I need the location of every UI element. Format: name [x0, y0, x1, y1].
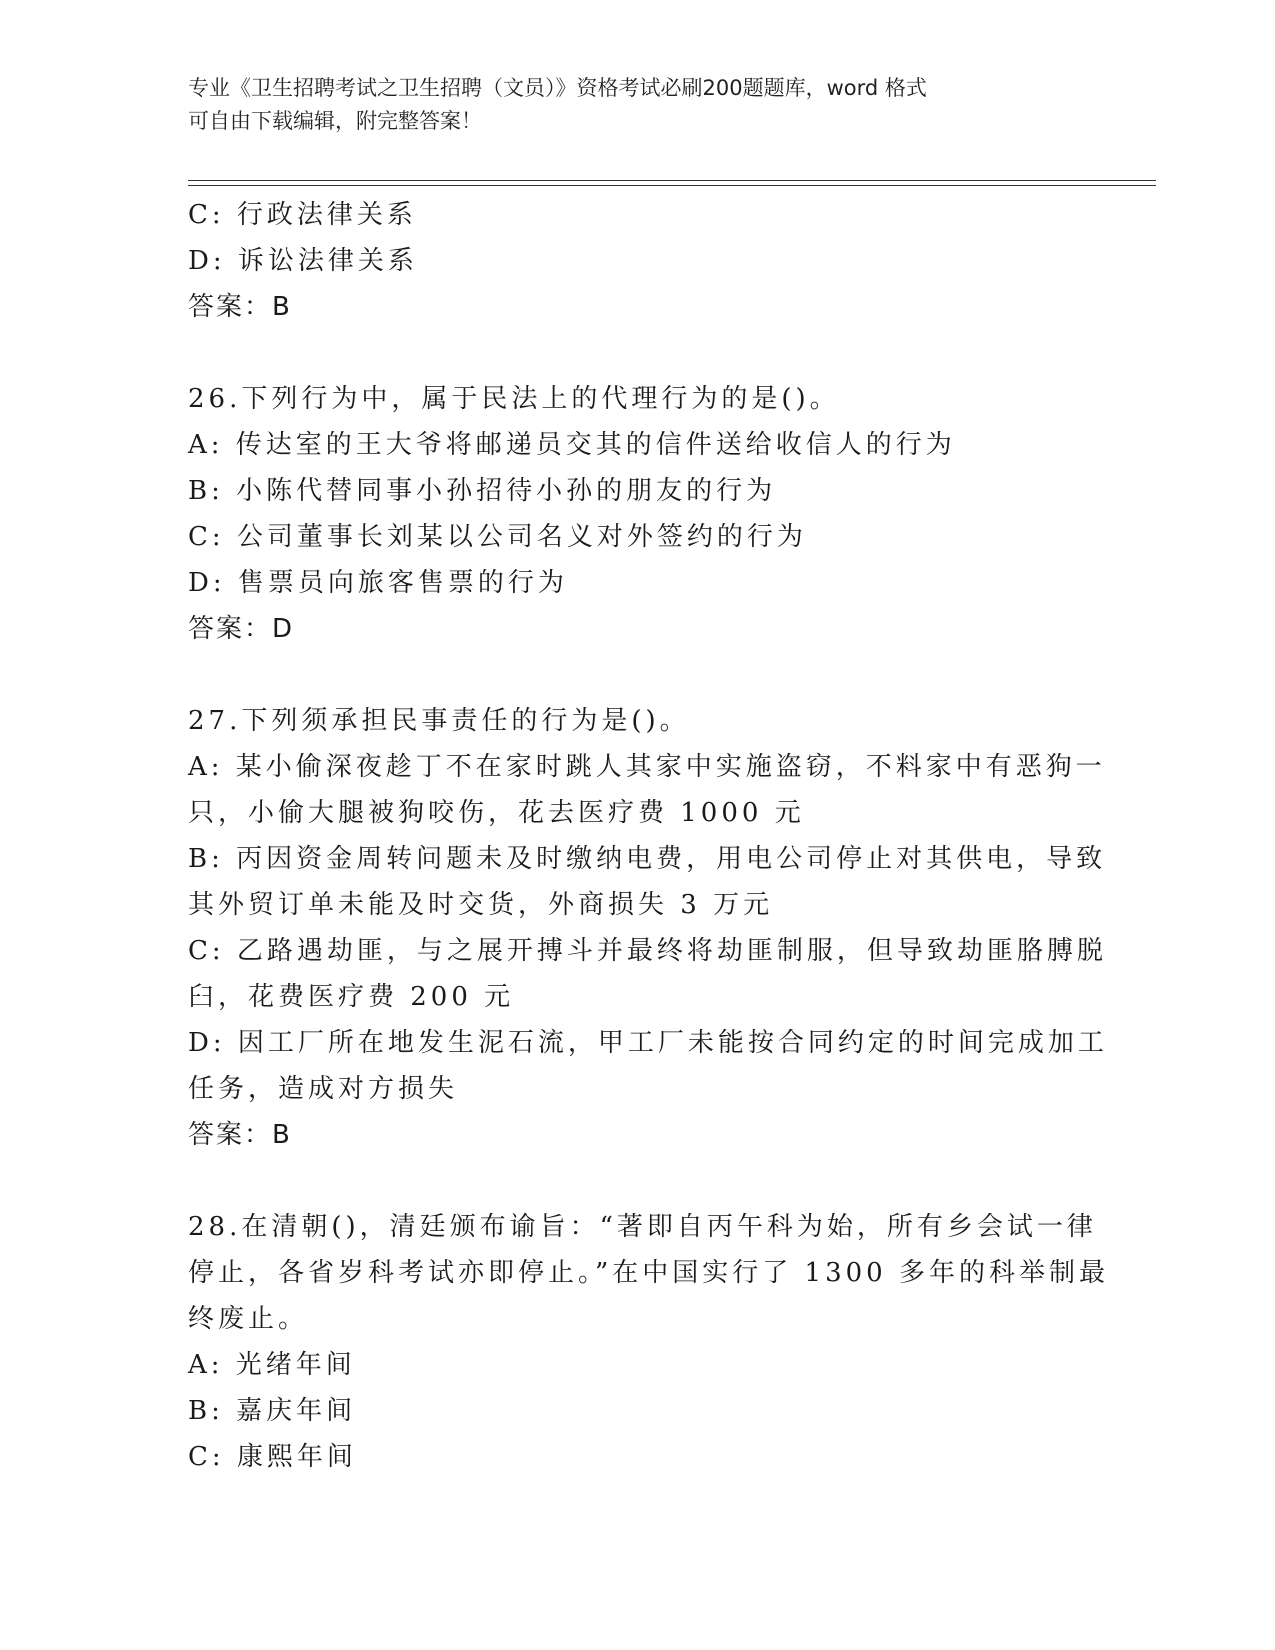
option-line: D: 因工厂所在地发生泥石流，甲工厂未能按合同约定的时间完成加工 — [188, 1028, 1108, 1058]
block-spacer — [188, 330, 1088, 376]
question-block — [188, 192, 1088, 330]
option-line: B: 嘉庆年间 — [188, 1396, 357, 1426]
option-line: 任务，造成对方损失 — [188, 1074, 459, 1104]
answer-line: 答案：B — [188, 292, 292, 322]
option-line: C: 行政法律关系 — [188, 200, 417, 230]
question-block — [188, 698, 1108, 1158]
option-line: D: 售票员向旅客售票的行为 — [188, 568, 568, 598]
block-spacer — [188, 652, 1088, 698]
option-line: C: 乙路遇劫匪，与之展开搏斗并最终将劫匪制服，但导致劫匪胳膊脱 — [188, 936, 1107, 966]
question-stem: 停止，各省岁科考试亦即停止。”在中国实行了 1300 多年的科举制最 — [188, 1258, 1109, 1288]
question-stem: 26.下列行为中，属于民法上的代理行为的是()。 — [188, 384, 840, 414]
document-body — [188, 192, 1109, 1480]
option-line: 其外贸订单未能及时交货，外商损失 3 万元 — [188, 890, 774, 920]
option-line: D: 诉讼法律关系 — [188, 246, 418, 276]
block-spacer — [188, 1158, 1088, 1204]
option-line: B: 小陈代替同事小孙招待小孙的朋友的行为 — [188, 476, 777, 506]
question-block — [188, 376, 1088, 652]
option-line: B: 丙因资金周转问题未及时缴纳电费，用电公司停止对其供电，导致 — [188, 844, 1107, 874]
option-line: 臼，花费医疗费 200 元 — [188, 982, 515, 1012]
option-line: A: 传达室的王大爷将邮递员交其的信件送给收信人的行为 — [188, 430, 956, 460]
question-stem: 28.在清朝()，清廷颁布谕旨：“著即自丙午科为始，所有乡会试一律 — [188, 1212, 1097, 1242]
header-divider-thin — [188, 180, 1156, 181]
option-line: A: 光绪年间 — [188, 1350, 356, 1380]
option-line: A: 某小偷深夜趁丁不在家时跳人其家中实施盗窃，不料家中有恶狗一 — [188, 752, 1106, 782]
header-divider-thick — [188, 185, 1156, 186]
option-line: 只，小偷大腿被狗咬伤，花去医疗费 1000 元 — [188, 798, 805, 828]
question-block — [188, 1204, 1109, 1480]
header-line-1: 专业《卫生招聘考试之卫生招聘（文员）》资格考试必刷200题题库，word 格式 — [188, 76, 927, 100]
question-stem: 终废止。 — [188, 1304, 309, 1334]
question-stem: 27.下列须承担民事责任的行为是()。 — [188, 706, 690, 736]
document-header — [188, 72, 1088, 138]
answer-line: 答案：B — [188, 1120, 292, 1150]
header-line-2: 可自由下载编辑，附完整答案！ — [188, 109, 482, 133]
answer-line: 答案：D — [188, 614, 295, 644]
option-line: C: 康熙年间 — [188, 1442, 357, 1472]
option-line: C: 公司董事长刘某以公司名义对外签约的行为 — [188, 522, 807, 552]
